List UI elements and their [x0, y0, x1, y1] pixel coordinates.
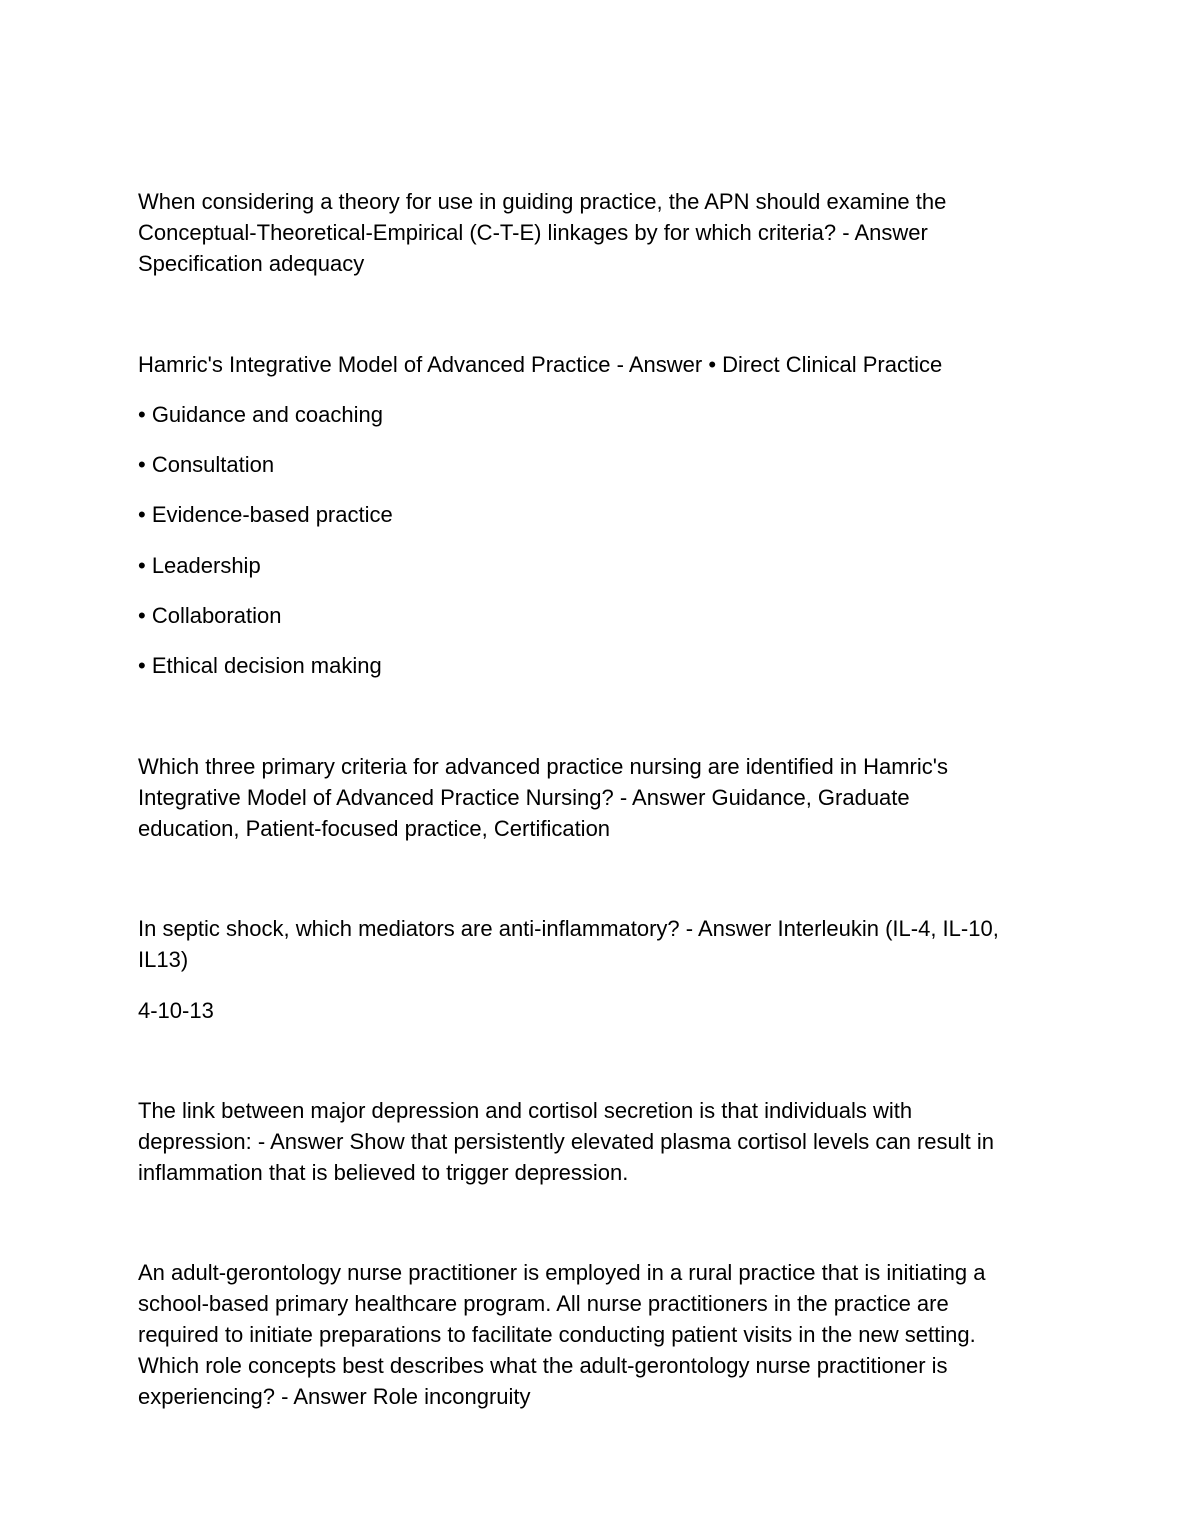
qa-line: When considering a theory for use in guiding practice, the APN should examine the: [138, 189, 947, 214]
qa-line: required to initiate preparations to facilitate conducting patient visits in the new setting.: [138, 1322, 976, 1347]
qa-line: experiencing? - Answer Role incongruity: [138, 1384, 531, 1409]
bullet-item: • Leadership: [138, 553, 261, 578]
qa-item-role-incongruity: [138, 1257, 1063, 1412]
qa-line: Conceptual-Theoretical-Empirical (C-T-E) linkages by for which criteria? - Answer: [138, 220, 928, 245]
qa-line: Specification adequacy: [138, 251, 365, 276]
qa-item-depression-cortisol: [138, 1095, 1063, 1188]
bullet-item: • Evidence-based practice: [138, 502, 393, 527]
qa-line: education, Patient-focused practice, Certification: [138, 816, 611, 841]
bullet-item: • Ethical decision making: [138, 653, 382, 678]
qa-item-hamric-model-heading: Hamric's Integrative Model of Advanced Practice - Answer • Direct Clinical Practice: [138, 352, 943, 377]
bullet-item: • Collaboration: [138, 603, 282, 628]
qa-line: Which three primary criteria for advanced practice nursing are identified in Hamric's: [138, 754, 948, 779]
qa-line: An adult-gerontology nurse practitioner is employed in a rural practice that is initiating a: [138, 1260, 986, 1285]
qa-line: depression: - Answer Show that persistently elevated plasma cortisol levels can result in: [138, 1129, 994, 1154]
qa-line: inflammation that is believed to trigger depression.: [138, 1160, 629, 1185]
qa-line: The link between major depression and cortisol secretion is that individuals with: [138, 1098, 913, 1123]
qa-line: Integrative Model of Advanced Practice Nursing? - Answer Guidance, Graduate: [138, 785, 910, 810]
qa-line: Which role concepts best describes what the adult-gerontology nurse practitioner is: [138, 1353, 948, 1378]
qa-line: IL13): [138, 947, 189, 972]
qa-item-three-primary-criteria: [138, 751, 1063, 844]
bullet-item: • Consultation: [138, 452, 275, 477]
qa-line: school-based primary healthcare program. All nurse practitioners in the practice are: [138, 1291, 949, 1316]
qa-line: In septic shock, which mediators are anti-inflammatory? - Answer Interleukin (IL-4, IL-10,: [138, 916, 999, 941]
qa-item-septic-shock-mediators: [138, 913, 1063, 975]
qa-note-mnemonic: 4-10-13: [138, 998, 214, 1023]
qa-item-theory-cte-linkages: [138, 186, 1063, 279]
bullet-item: • Guidance and coaching: [138, 402, 383, 427]
